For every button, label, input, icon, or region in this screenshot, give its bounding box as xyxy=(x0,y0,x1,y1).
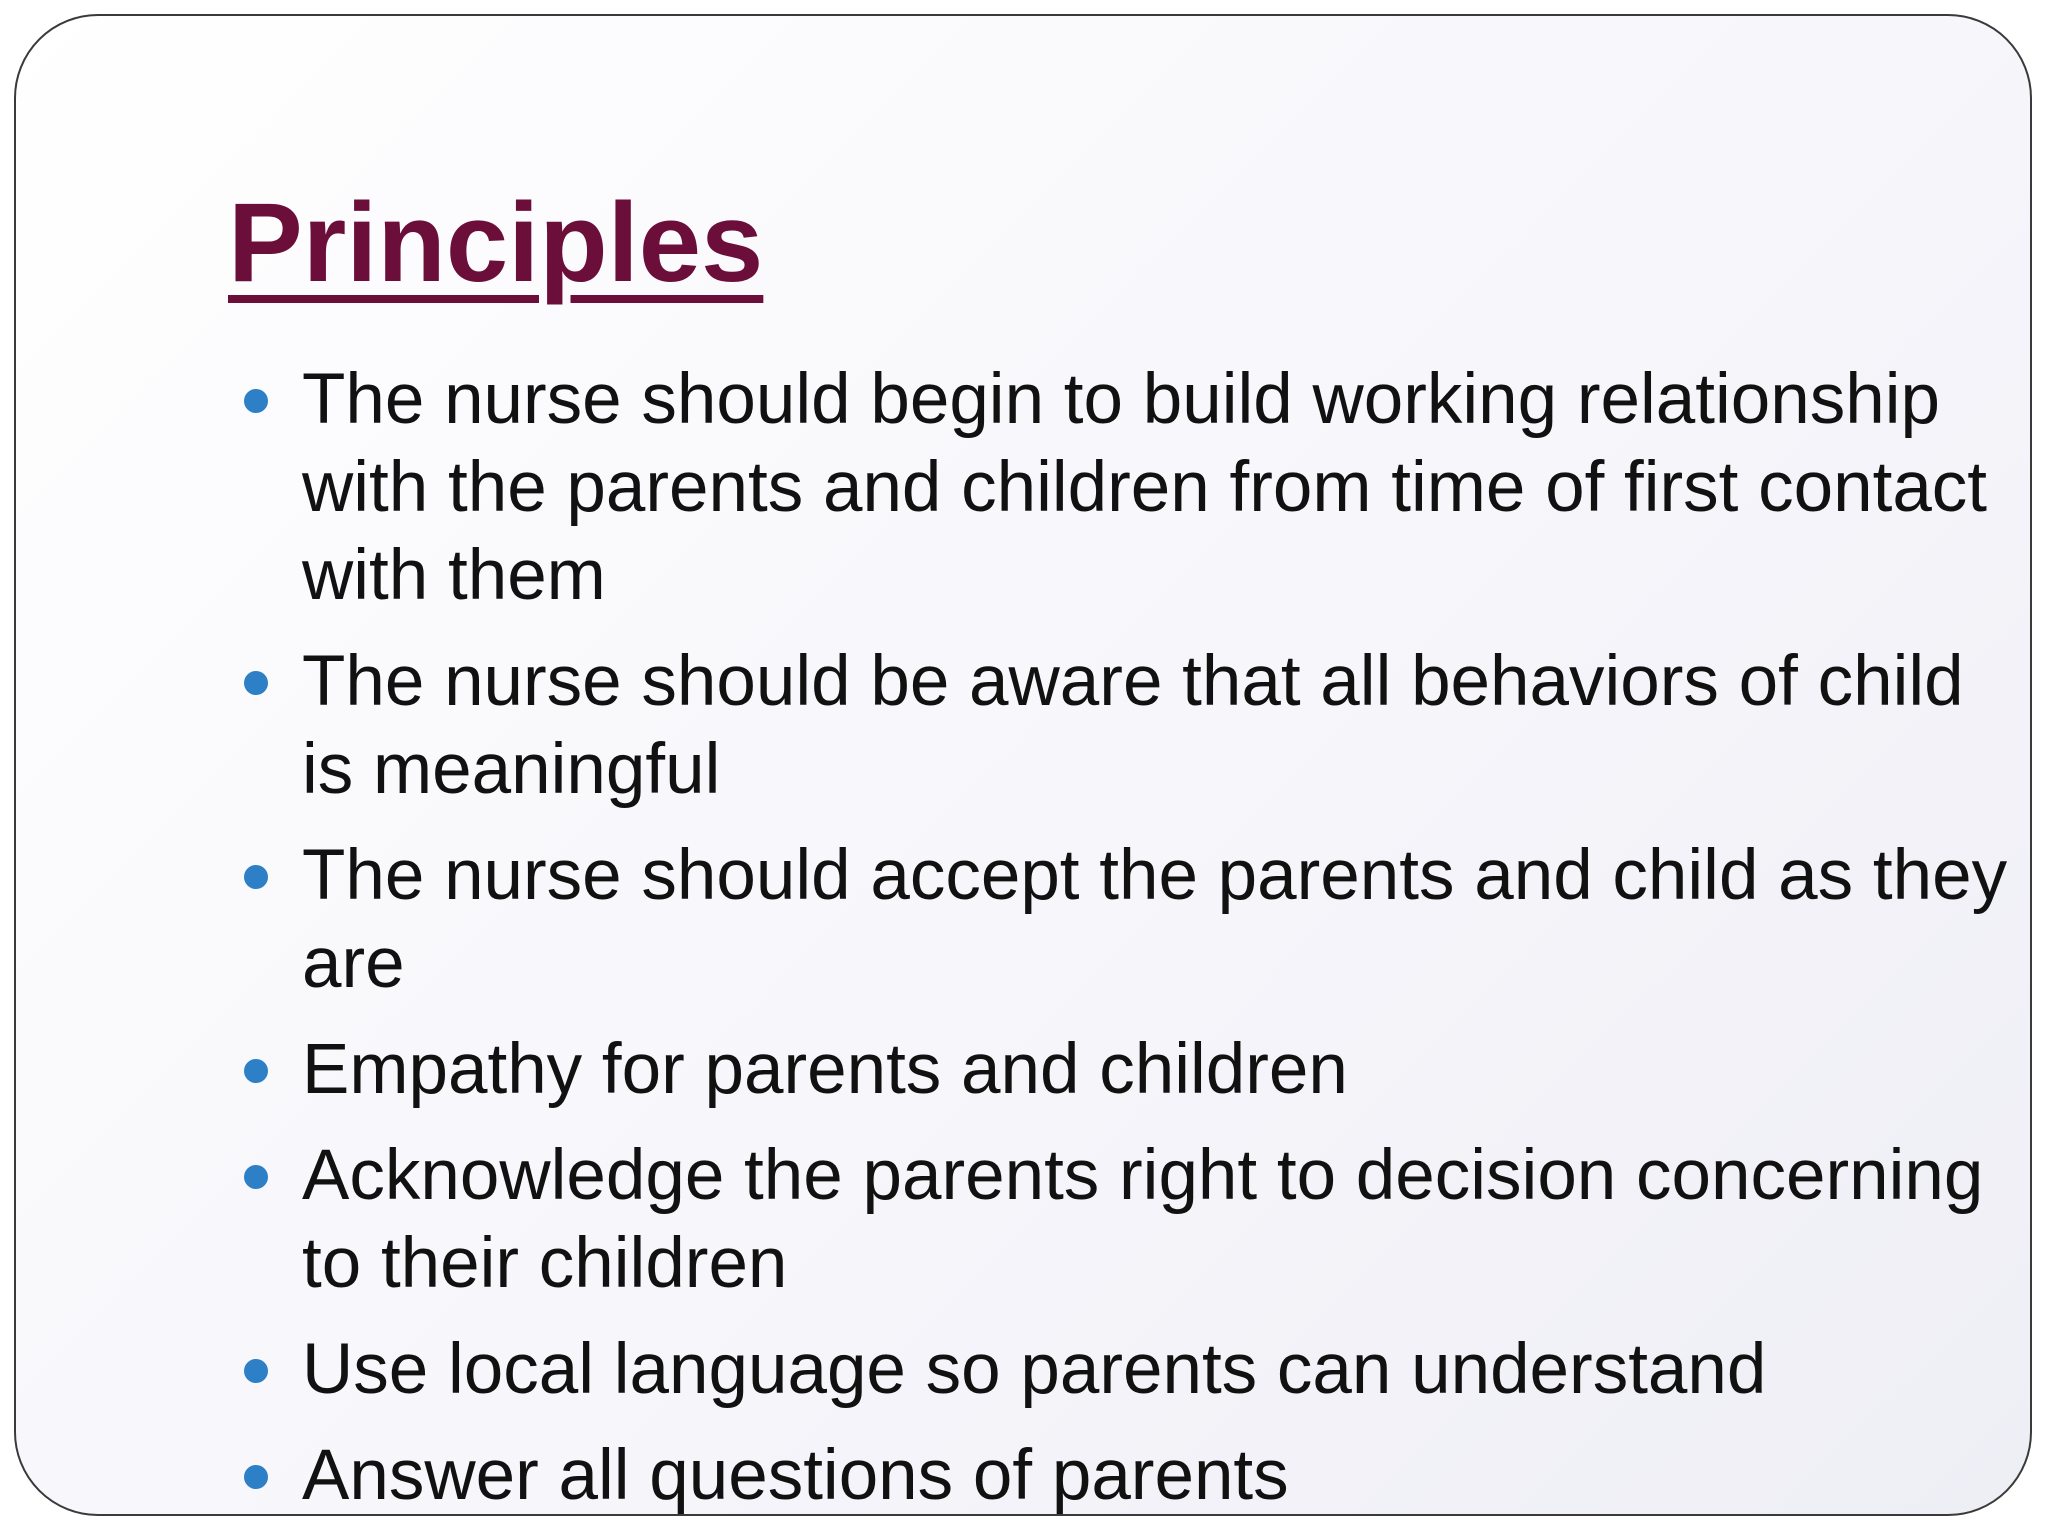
list-item xyxy=(228,1326,2018,1414)
list-item xyxy=(228,1432,2018,1516)
bullet-dot-icon xyxy=(244,865,268,889)
bullet-dot-icon xyxy=(244,1059,268,1083)
list-item-text: The nurse should be aware that all behaviors of child is meaningful xyxy=(302,642,1964,809)
bullet-dot-icon xyxy=(244,671,268,695)
list-item xyxy=(228,638,2018,814)
list-item xyxy=(228,1132,2018,1308)
bullet-dot-icon xyxy=(244,1359,268,1383)
list-item xyxy=(228,356,2018,620)
bullet-list xyxy=(228,356,2018,1516)
bullet-dot-icon xyxy=(244,1165,268,1189)
slide-title: Principles xyxy=(228,180,764,305)
list-item-text: Use local language so parents can understand xyxy=(302,1330,1767,1409)
bullet-dot-icon xyxy=(244,389,268,413)
slide xyxy=(14,14,2032,1516)
list-item-text: Answer all questions of parents xyxy=(302,1436,1289,1515)
list-item xyxy=(228,1026,2018,1114)
list-item-text: Acknowledge the parents right to decision concerning to their children xyxy=(302,1136,1984,1303)
list-item-text: The nurse should begin to build working relationship with the parents and children from time of first contact with them xyxy=(302,360,1988,615)
bullet-dot-icon xyxy=(244,1465,268,1489)
list-item xyxy=(228,832,2018,1008)
list-item-text: Empathy for parents and children xyxy=(302,1030,1348,1109)
list-item-text: The nurse should accept the parents and child as they are xyxy=(302,836,2008,1003)
